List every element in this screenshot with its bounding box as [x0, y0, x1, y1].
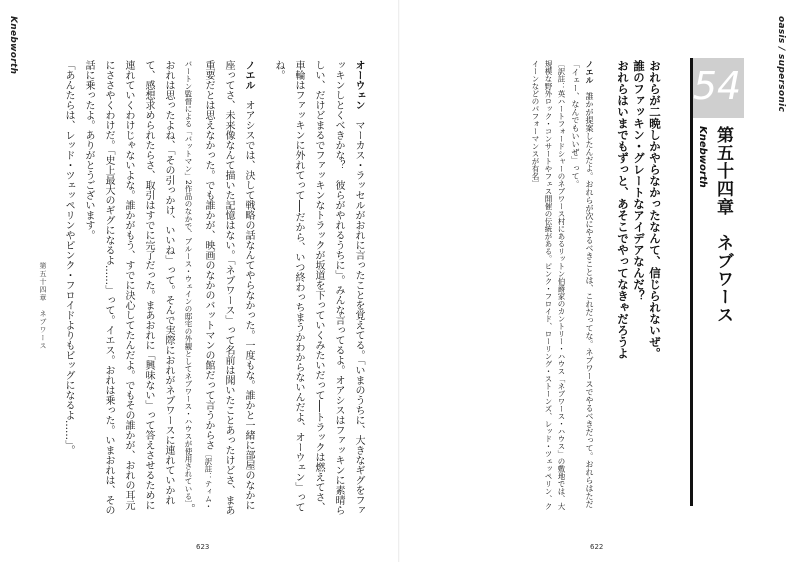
lead-quote-line: おれらはいまでもずっと、あそこでやってなきゃだろうよ — [616, 60, 630, 359]
paragraph: オアシスでは、決して戦略の話なんてやらなかった。一度もな。誰かと一緒に部屋のなかに座ってさ、未来像なんて描いた記憶はない。「ネブワース」って名前は聞いたことあったけどさ、まあ重要だとは思えなかった。でも誰かが、映画のなかのバットマンの館だって言うからさ — [203, 60, 254, 515]
lead-quote-line: 誰のファッキン・グレートなアイデアなんだ？ — [632, 60, 646, 302]
speaker-label: ノエル — [243, 60, 254, 90]
paragraph: 誰かが提案したんだよ。おれらが次にやるべきことは、これだってな。ネブワースでやるべきだって。おれらはただ「イェー、なんでもいいぜ」って。 — [571, 60, 594, 508]
right-body — [470, 60, 596, 515]
translator-note: 〔訳註：英ハートフォードシャーのネブワース村にあるリットン伯爵家のカントリー・ハウス「ネブワース・ハウス」の敷地では、大規模な野外ロック・コンサートやフェス開催の伝統がある。ピンク・フロイド、ローリング・ストーンズ、レッド・ツェッペリン、クイーンなどのパフォーマンスが有名〕 — [531, 60, 566, 510]
chapter-rule — [690, 58, 693, 506]
paragraph: 。おれは思ったよね、「その引っかけ、いいね」って。そんで実際におれがネブワースに連れていかれて、感想求められたらさ、取引はすでに完了だった。まあおれに「興味ない」って答えさせるために連れていくわけじゃないよな。誰かがもう、すでに決心してたんだよ。でもその誰かが、おれの耳元にささやくわけだ。「史上最大のギグになるよ……」って。イエス。おれは乗った。いまおれは、その話に乗ったよ。ありがとうございます。 — [83, 60, 194, 515]
page-number-right: 622 — [590, 543, 604, 551]
paragraph: マーカス・ラッセルがおれに言ったことを覚えてる。「いまのうちに、大きなギグをファッキンしとくべきかな？ 彼らがやれるうちに」。みんな言ってるよ。オアシスはファッキンに素晴らしい、だけどまるでファッキンなトラックが坂道を下っていくみたいだって──トラックは燃えてさ、車輪はファッキンに外れてって──だから、いつ終わっちまうかわからないんだよ、オーウェン」ってね。 — [273, 60, 364, 515]
chapter-number: 54 — [692, 64, 742, 108]
speaker-label: ノエル — [585, 60, 594, 84]
translator-note: 〔訳註：ティム・バートン監督による「バットマン」2作品のなかで、ブルース・ウェインの邸宅の外観としてネブワース・ハウスが使用されている〕 — [184, 60, 213, 510]
paragraph: 「あんたらは、レッド・ツェッペリンやピンク・フロイドよりもビッグになるよ……」。 — [63, 60, 74, 455]
speaker-label: オーウェン — [353, 60, 364, 110]
chapter-title: 第五十四章 ネブワース — [713, 126, 733, 324]
chapter-footer: 第五十四章 ネブワース — [39, 262, 47, 350]
running-head-right: oasis / supersonic — [776, 16, 786, 113]
lead-quote — [615, 60, 663, 360]
lead-quote-line: おれらが二晩しかやらなかったなんて、信じられないぜ。 — [648, 60, 662, 359]
page-number-left: 623 — [196, 543, 210, 551]
running-head-left: Knebworth — [8, 16, 18, 75]
left-body — [48, 60, 368, 515]
chapter-subtitle: Knebworth — [697, 126, 708, 188]
